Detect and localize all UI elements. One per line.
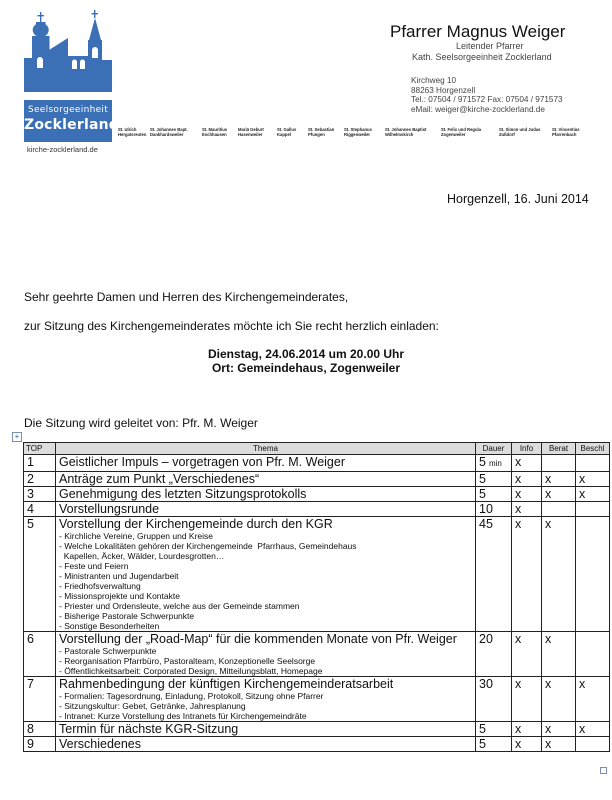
topic-title: Vorstellung der „Road-Map“ für die kommenden Monate von Pfr. Weiger — [59, 632, 457, 646]
topic-subitem: - Friedhofsverwaltung — [59, 581, 141, 591]
row-number: 6 — [24, 632, 56, 677]
table-row — [24, 737, 610, 752]
table-row — [24, 677, 610, 722]
topic-subitem: Kapellen, Äcker, Wälder, Lourdesgrotten… — [59, 551, 225, 561]
parish-item: Mariä Geburt Hasenweiler — [238, 127, 264, 137]
table-row — [24, 455, 610, 472]
row-info-mark: x — [512, 737, 542, 752]
row-number: 9 — [24, 737, 56, 752]
row-duration — [476, 677, 512, 722]
row-duration — [476, 502, 512, 517]
table-row — [24, 487, 610, 502]
duration-value: 10 — [479, 502, 493, 516]
duration-value: 5 — [479, 472, 486, 486]
logo-line1: Seelsorgeeinheit — [27, 105, 109, 115]
row-beschl-mark — [576, 517, 610, 632]
parish-item: St. Simon und Judas Zußdorf — [499, 127, 541, 137]
topic-subitem: - Sitzungskultur: Gebet, Getränke, Jahresplanung — [59, 701, 246, 711]
row-beschl-mark — [576, 502, 610, 517]
row-berat-mark: x — [542, 472, 576, 487]
table-row — [24, 502, 610, 517]
duration-value: 5 — [479, 487, 486, 501]
duration-value: 20 — [479, 632, 493, 646]
logo-line2: Zocklerland — [24, 117, 120, 133]
row-topic — [56, 677, 476, 722]
row-berat-mark — [542, 455, 576, 472]
row-beschl-mark: x — [576, 487, 610, 502]
address-street: Kirchweg 10 — [411, 76, 457, 85]
topic-subitem: - Pastorale Schwerpunkte — [59, 646, 157, 656]
topic-subitem: - Öffentlichkeitsarbeit: Corporated Design, Mitteilungsblatt, Homepage — [59, 666, 323, 676]
row-berat-mark — [542, 502, 576, 517]
table-row — [24, 632, 610, 677]
row-topic — [56, 737, 476, 752]
row-topic — [56, 632, 476, 677]
pastor-name: Pfarrer Magnus Weiger — [390, 22, 566, 41]
topic-title: Genehmigung des letzten Sitzungsprotokolls — [59, 487, 307, 501]
table-move-handle-icon[interactable]: + — [12, 432, 22, 442]
row-beschl-mark — [576, 455, 610, 472]
row-number: 3 — [24, 487, 56, 502]
parish-item: St. Johannes Baptist Wilhelmskirch — [385, 127, 427, 137]
topic-title: Geistlicher Impuls – vorgetragen von Pfr. M. Weiger — [59, 455, 345, 469]
parish-item: St. Felix und Regula Zogenweiler — [441, 127, 482, 137]
row-number: 1 — [24, 455, 56, 472]
address-phone: Tel.: 07504 / 971572 Fax: 07504 / 971573 — [411, 95, 563, 104]
topic-subitem: - Sonstige Besonderheiten — [59, 621, 160, 631]
table-row — [24, 472, 610, 487]
date-line: Horgenzell, 16. Juni 2014 — [447, 192, 589, 206]
col-header-top: TOP — [24, 443, 56, 455]
row-duration — [476, 472, 512, 487]
address-city: 88263 Horgenzell — [411, 85, 476, 95]
duration-value: 5 — [479, 737, 486, 751]
row-berat-mark: x — [542, 632, 576, 677]
topic-subitem: - Priester und Ordensleute, welche aus der Gemeinde stammen — [59, 601, 300, 611]
row-duration — [476, 722, 512, 737]
parish-item: St. Ulrich Hergatsreuten — [118, 127, 147, 137]
meeting-when: Dienstag, 24.06.2014 um 20.00 Uhr — [207, 347, 405, 361]
parish-item: St. Stephanus Riggenweiler — [344, 127, 372, 137]
row-number: 8 — [24, 722, 56, 737]
row-info-mark: x — [512, 487, 542, 502]
church-logo-icon — [22, 10, 114, 92]
led-by: Die Sitzung wird geleitet von: Pfr. M. Weiger — [24, 416, 258, 430]
duration-value: 5 — [479, 455, 486, 469]
row-info-mark: x — [512, 472, 542, 487]
parish-item: St. Vincentius Pfarrenbach — [552, 127, 580, 137]
topic-subitem: - Formalien: Tagesordnung, Einladung, Protokoll, Sitzung ohne Pfarrer — [59, 691, 324, 701]
pastor-role: Leitender Pfarrer — [456, 41, 524, 51]
parish-item: St. Mauritius Eschhausen — [202, 127, 228, 137]
row-number: 2 — [24, 472, 56, 487]
row-topic — [56, 722, 476, 737]
row-berat-mark: x — [542, 487, 576, 502]
row-berat-mark: x — [542, 722, 576, 737]
row-info-mark: x — [512, 455, 542, 472]
row-berat-mark: x — [542, 677, 576, 722]
topic-title: Verschiedenes — [59, 737, 142, 751]
salutation: Sehr geehrte Damen und Herren des Kirchengemeinderates, — [24, 290, 349, 304]
row-duration — [476, 517, 512, 632]
agenda-table — [23, 442, 610, 752]
row-duration — [476, 737, 512, 752]
row-topic — [56, 455, 476, 472]
topic-title: Anträge zum Punkt „Verschiedenes“ — [59, 472, 260, 486]
duration-value: 30 — [479, 677, 493, 691]
pastor-unit: Kath. Seelsorgeeinheit Zocklerland — [412, 52, 552, 62]
parish-item: St. Gallus Kappel — [277, 127, 297, 137]
topic-subitem: - Reorganisation Pfarrbüro, Pastoralteam, Konzeptionelle Seelsorge — [59, 656, 316, 666]
topic-subitem: - Welche Lokalitäten gehören der Kirchengemeinde Pfarrhaus, Gemeindehaus — [59, 541, 357, 551]
meeting-where: Ort: Gemeindehaus, Zogenweiler — [211, 361, 401, 375]
topic-subitem: - Kirchliche Vereine, Gruppen und Kreise — [59, 531, 214, 541]
topic-subitem: - Intranet: Kurze Vorstellung des Intranets für Kirchengemeindräte — [59, 711, 307, 721]
col-header-beschl: Beschl — [576, 443, 610, 455]
row-info-mark: x — [512, 722, 542, 737]
invitation-text: zur Sitzung des Kirchengemeinderates möchte ich Sie recht herzlich einladen: — [24, 319, 439, 333]
topic-title: Rahmenbedingung der künftigen Kirchengemeinderatsarbeit — [59, 677, 394, 691]
col-header-thema: Thema — [56, 443, 476, 455]
topic-subitem: - Bisherige Pastorale Schwerpunkte — [59, 611, 195, 621]
topic-title: Vorstellungsrunde — [59, 502, 160, 516]
topic-subitem: - Missionsprojekte und Kontakte — [59, 591, 180, 601]
logo-url: kirche-zocklerland.de — [27, 145, 98, 154]
parish-item: St. Sebastian Pfungen — [308, 127, 335, 137]
address-block — [411, 76, 563, 114]
row-beschl-mark — [576, 632, 610, 677]
row-info-mark: x — [512, 502, 542, 517]
row-beschl-mark: x — [576, 472, 610, 487]
row-duration — [476, 487, 512, 502]
row-beschl-mark: x — [576, 722, 610, 737]
duration-unit: min — [488, 459, 502, 468]
col-header-info: Info — [512, 443, 542, 455]
row-topic — [56, 517, 476, 632]
col-header-dauer: Dauer — [476, 443, 512, 455]
table-resize-handle[interactable] — [600, 767, 607, 774]
row-beschl-mark: x — [576, 677, 610, 722]
row-duration — [476, 455, 512, 472]
topic-subitem: - Feste und Feiern — [59, 561, 129, 571]
duration-value: 5 — [479, 722, 486, 736]
duration-value: 45 — [479, 517, 493, 531]
row-number: 4 — [24, 502, 56, 517]
row-info-mark: x — [512, 517, 542, 632]
topic-title: Termin für nächste KGR-Sitzung — [59, 722, 239, 736]
row-topic — [56, 502, 476, 517]
logo-banner — [24, 100, 120, 142]
row-number: 7 — [24, 677, 56, 722]
table-row — [24, 722, 610, 737]
topic-subitem: - Ministranten und Jugendarbeit — [59, 571, 179, 581]
row-duration — [476, 632, 512, 677]
row-info-mark: x — [512, 632, 542, 677]
table-row — [24, 517, 610, 632]
row-number: 5 — [24, 517, 56, 632]
row-berat-mark: x — [542, 517, 576, 632]
topic-title: Vorstellung der Kirchengemeinde durch den KGR — [59, 517, 333, 531]
row-info-mark: x — [512, 677, 542, 722]
row-berat-mark: x — [542, 737, 576, 752]
row-beschl-mark — [576, 737, 610, 752]
address-email: eMail: weiger@kirche-zocklerland.de — [411, 104, 545, 114]
row-topic — [56, 487, 476, 502]
col-header-berat: Berat — [542, 443, 576, 455]
table-header-row — [24, 443, 610, 455]
row-topic — [56, 472, 476, 487]
parish-item: St. Johannes Bapt. Dankhardsweiler — [150, 127, 188, 137]
